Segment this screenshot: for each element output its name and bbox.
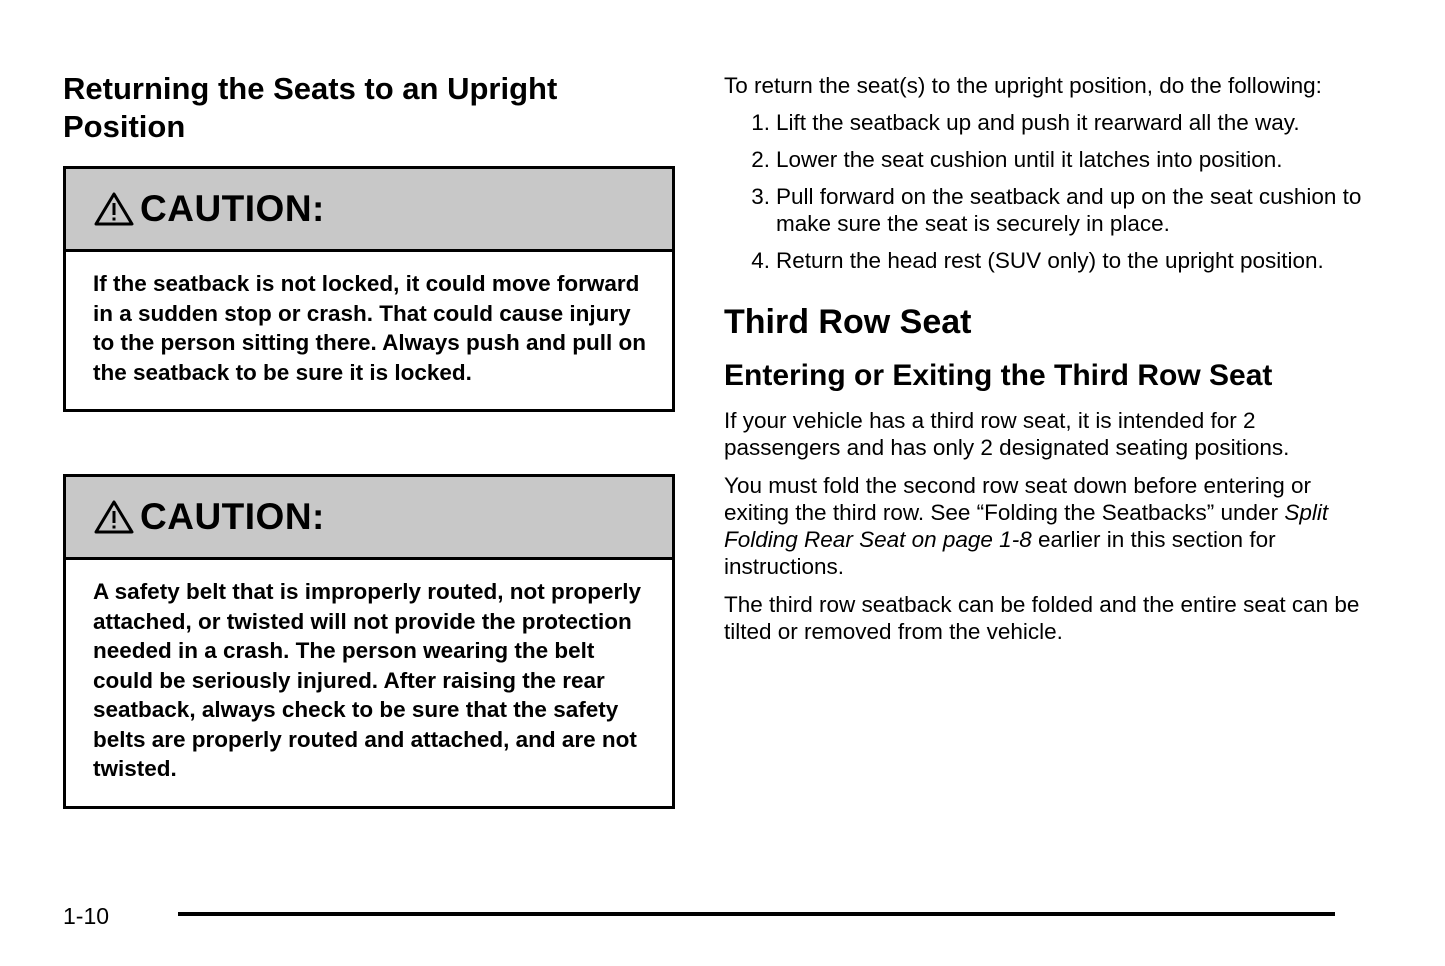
section-heading: Returning the Seats to an Upright Position <box>63 71 558 144</box>
paragraph-text: earlier in this section for instructions. <box>724 527 1276 579</box>
list-item <box>724 109 1364 136</box>
paragraph-fold-instructions <box>724 472 1364 580</box>
left-column <box>63 70 673 146</box>
footer-divider <box>178 912 1335 916</box>
step-text: Return the head rest (SUV only) to the upright position. <box>776 248 1324 273</box>
list-item <box>724 183 1364 237</box>
caution-text: A safety belt that is improperly routed, not properly attached, or twisted will not provide the protection needed in a crash. The person wearing the belt could be seriously injured. After raising the rear seatback, always check to be sure that the safety belts are properly routed and attached, and are not twisted. <box>93 579 641 781</box>
step-number: 3. <box>751 184 770 209</box>
caution-header <box>66 169 672 252</box>
step-text: Lift the seatback up and push it rearward all the way. <box>776 110 1300 135</box>
intro-paragraph: To return the seat(s) to the upright position, do the following: <box>724 73 1322 98</box>
warning-triangle-icon <box>94 499 134 535</box>
page-number: 1-10 <box>63 903 110 929</box>
step-text: Pull forward on the seatback and up on the seat cushion to make sure the seat is securely in place. <box>776 184 1362 236</box>
caution-box-seatback-lock <box>63 166 675 412</box>
step-text: Lower the seat cushion until it latches into position. <box>776 147 1283 172</box>
subsection-title: Entering or Exiting the Third Row Seat <box>724 359 1273 392</box>
caution-text: If the seatback is not locked, it could move forward in a sudden stop or crash. That could cause injury to the person sitting there. Always push and pull on the seatback to be sure it is locked. <box>93 271 646 385</box>
paragraph-capacity: If your vehicle has a third row seat, it is intended for 2 passengers and has only 2 designated seating positions. <box>724 408 1290 460</box>
list-item <box>724 247 1364 274</box>
section-title: Third Row Seat <box>724 303 972 341</box>
caution-box-safety-belt <box>63 474 675 809</box>
warning-triangle-icon <box>94 191 134 227</box>
step-number: 4. <box>751 248 770 273</box>
right-column <box>724 72 1364 656</box>
paragraph-seatback: The third row seatback can be folded and the entire seat can be tilted or removed from the vehicle. <box>724 592 1360 644</box>
step-number: 2. <box>751 147 770 172</box>
paragraph-text: You must fold the second row seat down before entering or exiting the third row. See “Folding the Seatbacks” under <box>724 473 1312 525</box>
cross-reference-link[interactable]: Split Folding Rear Seat on page 1-8 <box>724 500 1329 552</box>
caution-title: CAUTION: <box>140 496 325 537</box>
step-number: 1. <box>751 110 770 135</box>
step-list <box>724 109 1364 274</box>
caution-title: CAUTION: <box>140 188 325 229</box>
list-item <box>724 146 1364 173</box>
caution-header <box>66 477 672 560</box>
